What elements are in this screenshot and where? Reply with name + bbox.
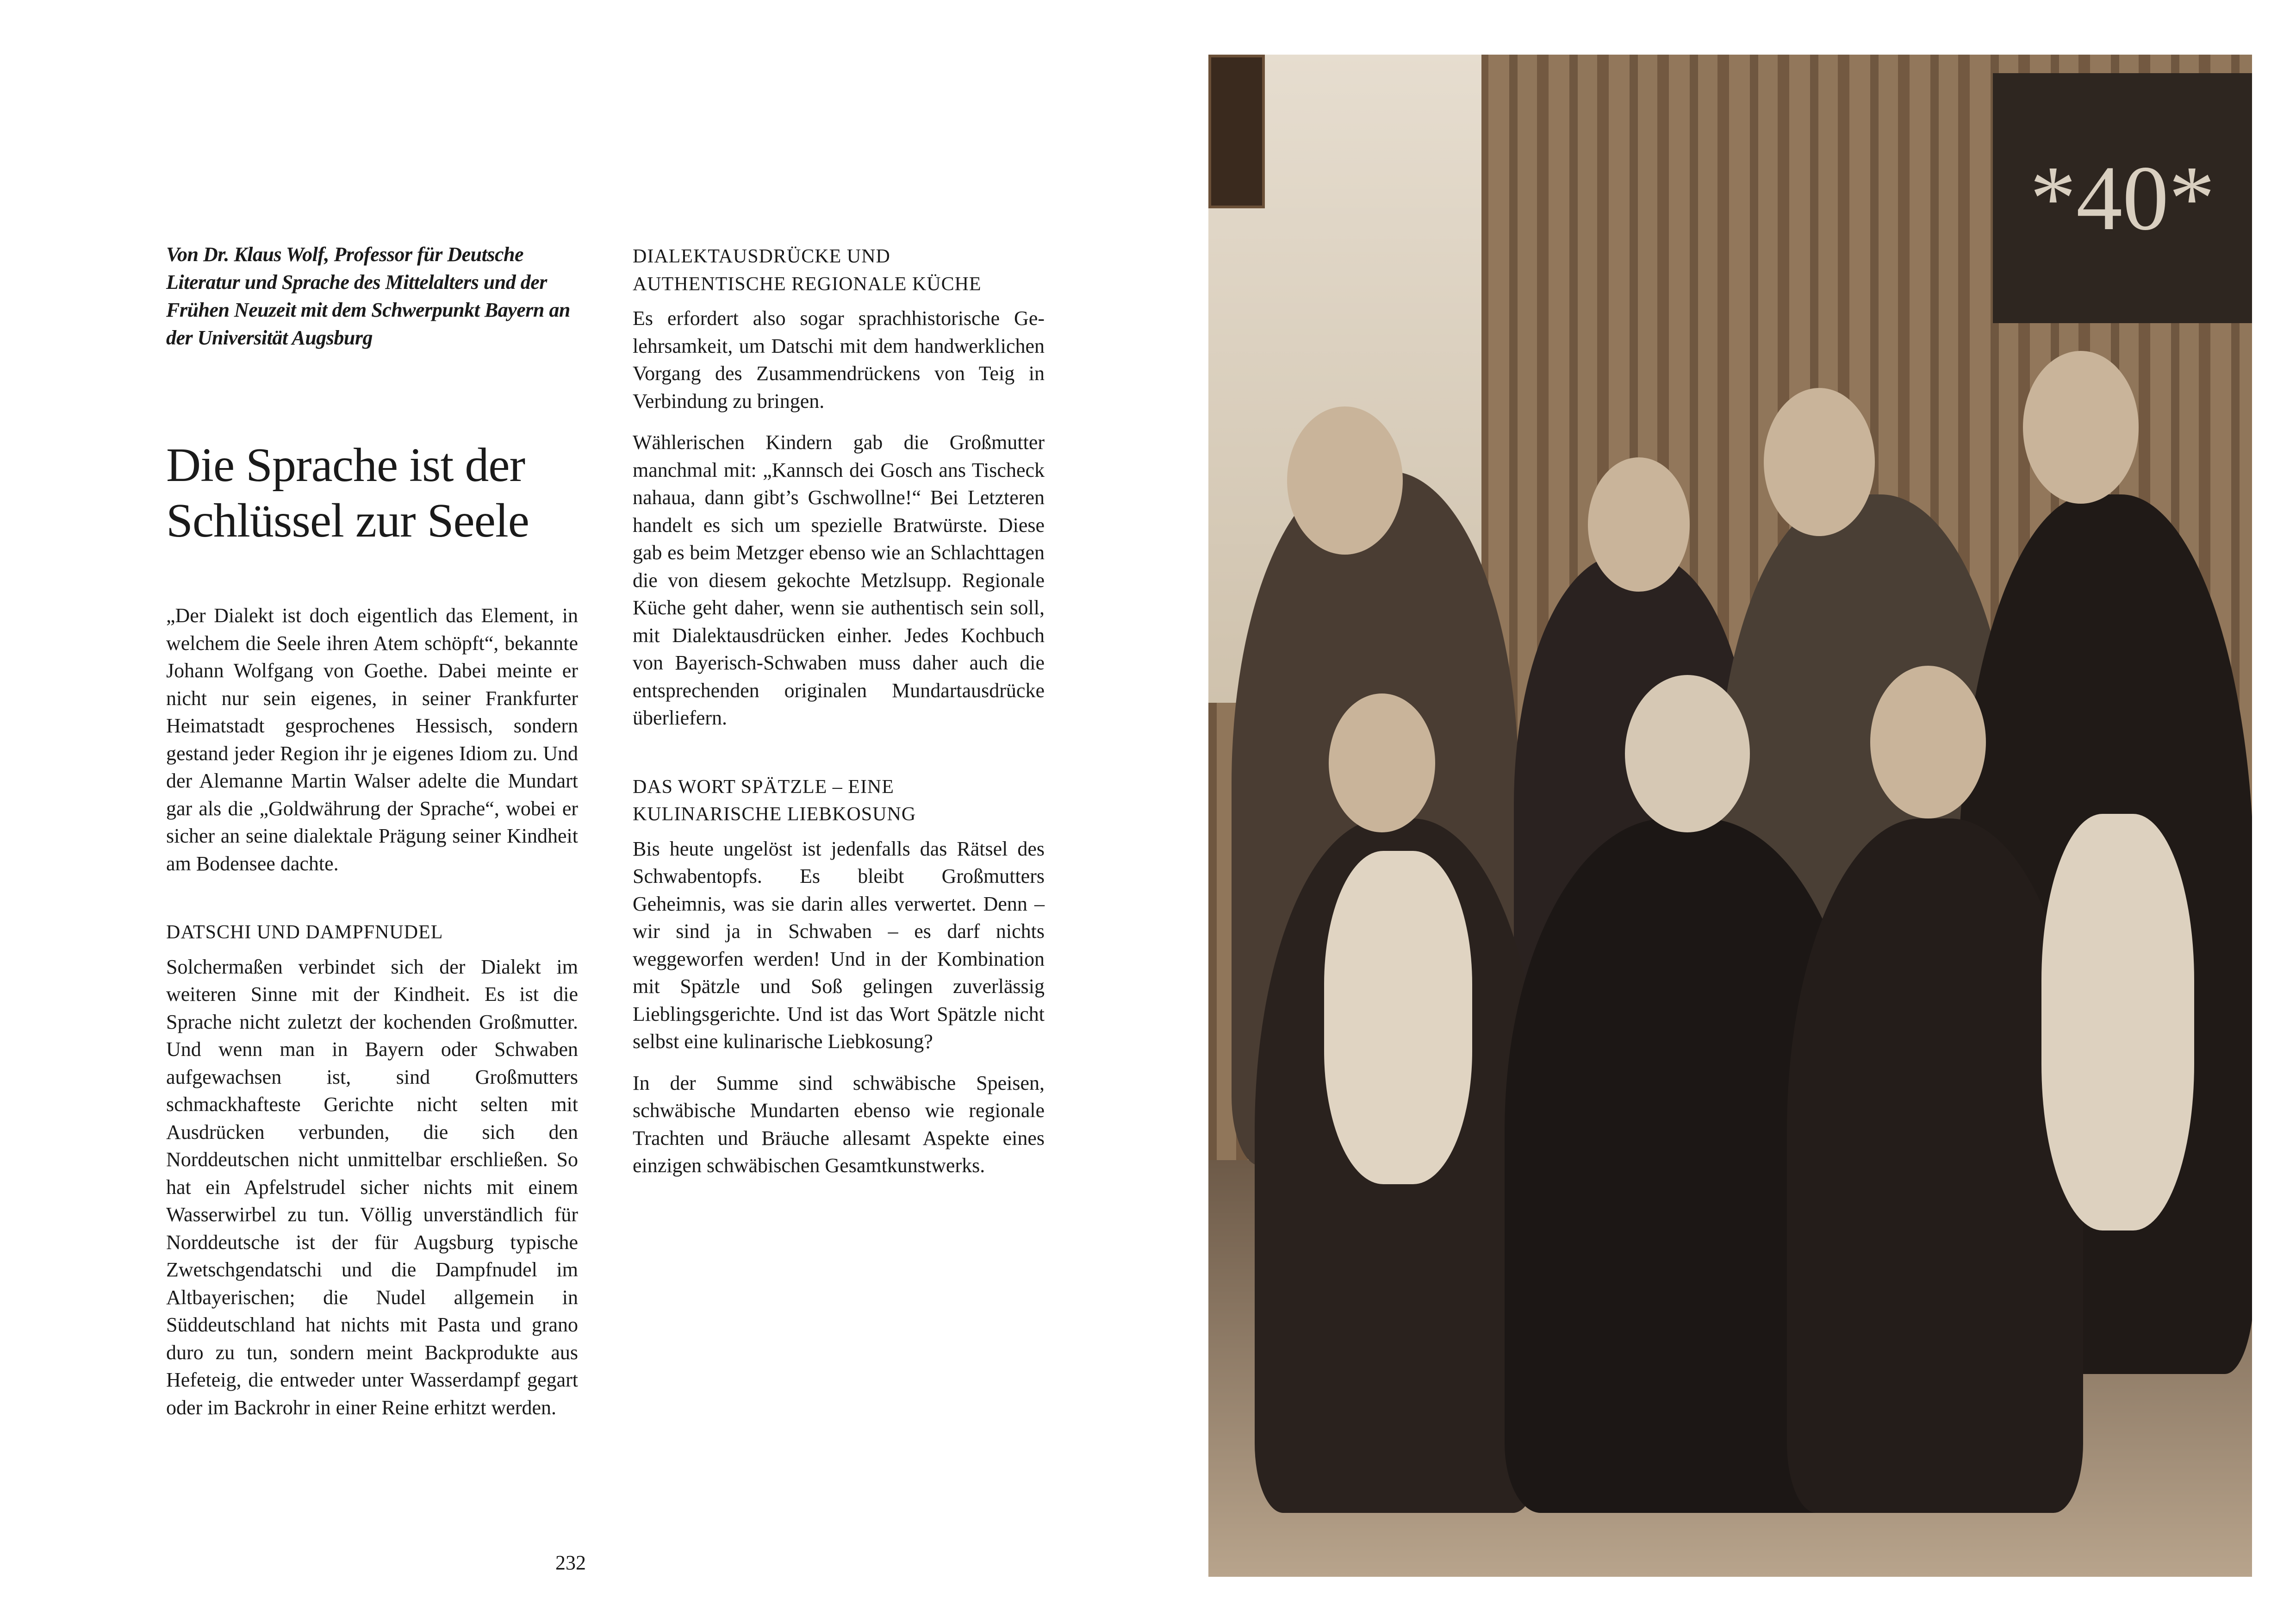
face	[1287, 406, 1403, 555]
body-paragraph: Bis heute ungelöst ist jedenfalls das Rätsel des Schwabentopfs. Es bleibt Großmutters Geheimnis, was sie darin alles verwertet. Denn – wir sind ja in Schwaben – es darf nichts weggeworfen werden! Und in der Kombination mit Spätzle und Soß gelingen zuverlässig Lieblingsgerichte. Und ist das Wort Spätzle nicht selbst eine kulinarische Liebkosung?	[633, 837, 1045, 1053]
baby	[1324, 851, 1472, 1184]
text-column-1	[166, 602, 578, 1435]
article-title	[166, 437, 606, 549]
face	[1329, 693, 1435, 832]
body-paragraph: Wählerischen Kindern gab die Großmutter manchmal mit: „Kannsch dei Gosch ans Tischeck nahaua, dann gibt’s Gschwollne!“ Bei Letzteren handelt es sich um spezielle Bratwürste. Diese gab es beim Metzger ebenso wie an Schlachttagen die von diesem gekochte Metzlsupp. Regionale Küche geht daher, wenn sie authentisch sein soll, mit Dialektausdrücken einher. Jedes Kochbuch von Bayerisch-Schwaben muss daher auch die entsprechenden originalen Mundartausdrücke überliefern.	[633, 431, 1045, 729]
person-seated	[1787, 818, 2083, 1513]
title-line-2: Schlüssel zur Seele	[166, 494, 529, 547]
text-column-2	[633, 243, 1045, 1193]
anniversary-sign	[1993, 73, 2252, 323]
page-number: 232	[555, 1551, 586, 1574]
body-paragraph: Solchermaßen verbindet sich der Dialekt im weiteren Sinne mit der Kindheit. Es ist die Sprache nicht zuletzt der kochenden Großmutter. Und wenn man in Bayern oder Schwaben aufgewachsen ist, sind Großmutters schmackhafteste Gerichte nicht selten mit Ausdrücken verbunden, die sich den Norddeutschen nicht unmittelbar erschließen. So hat ein Apfelstrudel sicher nichts mit einem Wasserwirbel zu tun. Völlig unverständlich für Norddeutsche ist der für Augsburg typische Zwetschgendatschi und die Dampfnudel im Altbayerischen; die Nudel allgemein in Süddeutschland hat nichts mit Pasta und grano duro zu tun, sondern meint Backprodukte aus Hefeteig, die entweder unter Wasserdampf gegart oder im Backrohr in einer Reine erhitzt werden.	[166, 955, 578, 1419]
face	[1764, 388, 1875, 536]
author-byline: Von Dr. Klaus Wolf, Professor für Deutsche Literatur und Sprache des Mittelalters und der Frühen Neuzeit mit dem Schwerpunkt Bayern an der Universität Augsburg	[166, 243, 570, 349]
face	[1625, 675, 1750, 832]
picture-frame	[1208, 55, 1265, 208]
face	[1588, 457, 1690, 592]
title-line-1: Die Sprache ist der	[166, 438, 525, 492]
body-paragraph: Es erfordert also sogar sprachhistorische Gelehrsamkeit, um Datschi mit dem handwerklichen Vorgang des Zusammendrückens von Teig in Verbindung zu bringen.	[633, 307, 1045, 412]
section-heading: DAS WORT SPÄTZLE – EINE KULINARISCHE LIEBKOSUNG	[633, 776, 916, 825]
section-heading: DATSCHI UND DAMPFNUDEL	[166, 922, 443, 943]
section-heading: DIALEKTAUSDRÜCKE UND AUTHENTISCHE REGIONALE KÜCHE	[633, 246, 982, 295]
intro-paragraph: „Der Dialekt ist doch eigentlich das Element, in welchem die Seele ihren Atem schöpft“, bekannte Johann Wolfgang von Goethe. Dabei meinte er nicht nur sein eigenes, in seiner Frankfurter Heimatstadt gesprochenes Hessisch, sondern gestand jeder Region ihr je eigenes Idiom zu. Und der Alemanne Martin Walser adelte die Mundart gar als die „Goldwährung der Sprache“, wobei er sicher an seine dialektale Prägung seiner Kindheit am Bodensee dachte.	[166, 604, 578, 875]
face	[2023, 351, 2139, 504]
child	[2041, 814, 2194, 1230]
family-photograph	[1208, 55, 2252, 1577]
anniversary-sign-text: *40*	[2030, 147, 2215, 250]
face	[1870, 666, 1986, 818]
body-paragraph: In der Summe sind schwäbische Speisen, schwäbische Mundarten ebenso wie regionale Trachten und Bräuche allesamt Aspekte eines einzigen schwäbischen Gesamtkunstwerks.	[633, 1071, 1045, 1177]
